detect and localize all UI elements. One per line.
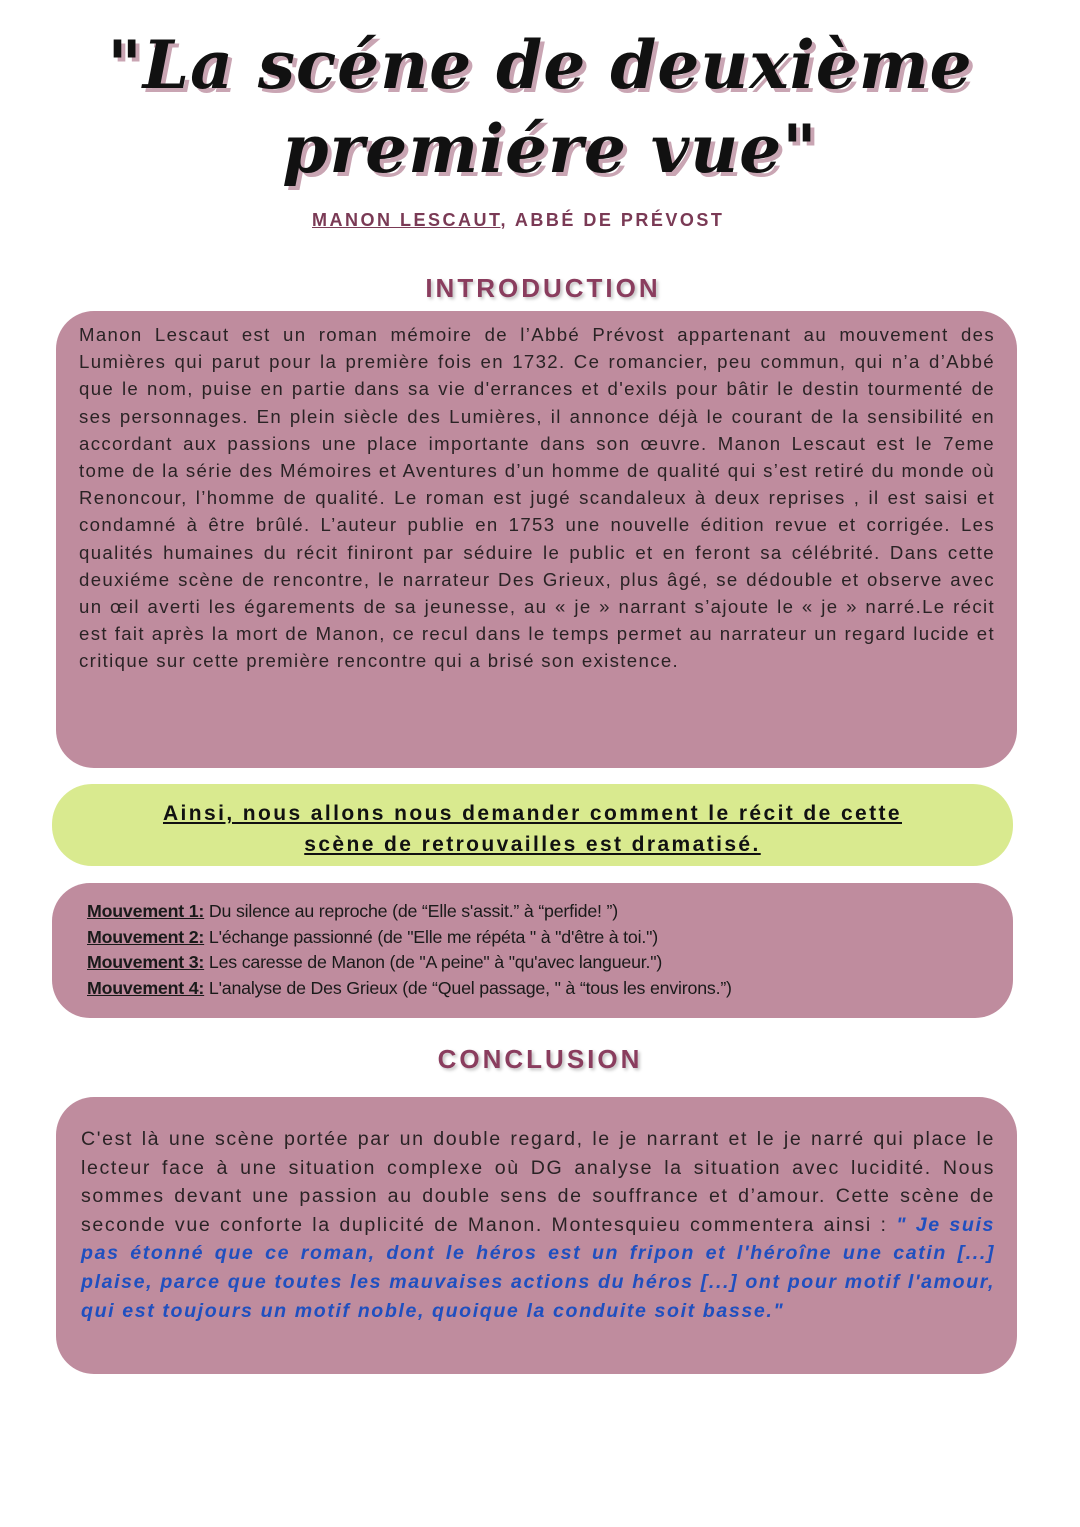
introduction-heading: INTRODUCTION: [425, 273, 661, 303]
conclusion-box: [56, 1097, 1017, 1374]
mouvement-text: Du silence au reproche (de “Elle s'assit.” à “perfide! ”): [204, 901, 618, 921]
page-title-line-1: "La scéne de deuxième: [107, 26, 973, 104]
mouvement-label: Mouvement 2:: [87, 926, 205, 947]
subtitle: [312, 210, 724, 231]
mouvement-item: [87, 950, 1013, 976]
conclusion-heading: CONCLUSION: [437, 1044, 643, 1074]
introduction-text: Manon Lescaut est un roman mémoire de l’Abbé Prévost appartenant au mouvement des Lumières qui parut pour la première fois en 1732. Ce romancier, peu commun, qui n’a d’Abbé que le nom, puise en partie dans sa vie d'errances et d'exils pour bâtir le destin tourmenté de ses personnages. En plein siècle des Lumières, il annonce déjà le courant de la sensibilité en accordant aux passions une place importante dans son œuvre. Manon Lescaut est le 7eme tome de la série des Mémoires et Aventures d’un homme de qualité qui s’est retiré du monde où Renoncour, l’homme de qualité. Le roman est jugé scandaleux à deux reprises , il est saisi et condamné à être brûlé. L’auteur publie en 1753 une nouvelle édition revue et corrigée. Les qualités humaines du récit finiront par séduire le public et en feront sa célébrité. Dans cette deuxiéme scène de rencontre, le narrateur Des Grieux, plus âgé, se dédouble et observe avec un œil averti les égarements de sa jeunesse, au « je » narrant s’ajoute le « je » narré.Le récit est fait après la mort de Manon, ce recul dans le temps permet au narrateur un regard lucide et critique sur cette première rencontre qui a brisé son existence.: [79, 324, 995, 672]
mouvement-item: [87, 976, 1013, 1002]
problematique-line-2: scène de retrouvailles est dramatisé.: [304, 833, 761, 856]
mouvement-label: Mouvement 4:: [87, 978, 205, 999]
mouvement-label: Mouvement 1:: [87, 901, 205, 921]
conclusion-text: C'est là une scène portée par un double regard, le je narrant et le je narré qui place le lecteur face à une situation complexe où DG analyse la situation avec lucidité. Nous sommes devant une passion au double sens de souffrance et d’amour. Cette scène de seconde vue conforte la duplicité de Manon. Montesquieu commentera ainsi :: [81, 1128, 995, 1236]
problematique-box: [52, 784, 1013, 866]
conclusion-paragraph: [81, 1125, 995, 1325]
page-title-line-2: premiére vue": [282, 110, 818, 188]
mouvement-label: Mouvement 3:: [87, 952, 205, 973]
subtitle-author: , ABBÉ DE PRÉVOST: [500, 210, 725, 230]
mouvement-text: L'échange passionné (de "Elle me répéta " à "d'être à toi."): [204, 926, 658, 947]
subtitle-work: MANON LESCAUT: [312, 210, 501, 230]
problematique-line-1: Ainsi, nous allons nous demander comment le récit de cette: [162, 802, 902, 825]
mouvement-text: Les caresse de Manon (de "A peine" à "qu'avec langueur."): [204, 952, 663, 973]
mouvement-text: L'analyse de Des Grieux (de “Quel passage, " à “tous les environs.”): [204, 978, 732, 999]
mouvements-box: [52, 883, 1013, 1018]
mouvement-item: [87, 899, 1013, 925]
montesquieu-quote: " Je suis pas étonné que ce roman, dont le héros est un fripon et l'héroîne une catin [...] plaise, parce que toutes les mauvaises actions du héros [...] ont pour motif l'amour, qui est toujours un motif noble, quoique la conduite soit basse.": [81, 1213, 996, 1322]
mouvement-item: [87, 925, 1013, 951]
introduction-box: [56, 311, 1017, 768]
